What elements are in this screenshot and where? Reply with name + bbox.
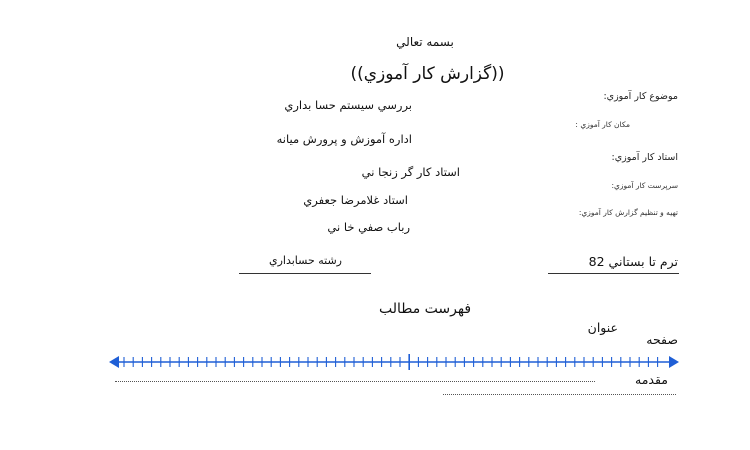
term-text: ترم تا بستاني 82: [588, 254, 678, 269]
place-value: اداره آموزش و پرورش ميانه: [276, 132, 412, 146]
report-title: ((گزارش کار آموزي)): [350, 64, 505, 84]
teacher-value: استاد کار گر زنجا ني: [361, 165, 460, 179]
toc-column-title: عنوان: [587, 320, 618, 335]
prepared-by-label: تهيه و تنظيم گزارش کار آموزي:: [578, 208, 678, 217]
prepared-by-value: رباب صفي خا ني: [327, 220, 410, 234]
ruler-right-arrow-icon: [669, 356, 679, 368]
toc-heading: فهرست مطالب: [378, 301, 472, 317]
toc-dot-leader-2: [443, 394, 676, 395]
basmala: بسمه تعالي: [396, 35, 454, 49]
supervisor-label: سرپرست کار آموزي:: [611, 181, 678, 190]
ruler-left-arrow-icon: [109, 356, 119, 368]
supervisor-value: استاد غلامرضا جعفري: [303, 193, 408, 207]
toc-column-page: صفحه: [646, 332, 678, 347]
term-underline: [548, 273, 679, 274]
subject-value: بررسي سيستم حسا بداري: [284, 98, 412, 112]
place-label: مکان کار آموزي :: [575, 120, 630, 129]
teacher-label: استاد کار آموزي:: [611, 152, 678, 163]
toc-item-intro: مقدمه: [635, 372, 668, 387]
field-of-study-text: رشته حسابداري: [268, 254, 342, 267]
field-underline: [239, 273, 371, 274]
toc-dot-leader: [115, 381, 595, 382]
ruler-bar: [108, 352, 680, 372]
subject-label: موضوع کار آموزي:: [603, 91, 678, 102]
